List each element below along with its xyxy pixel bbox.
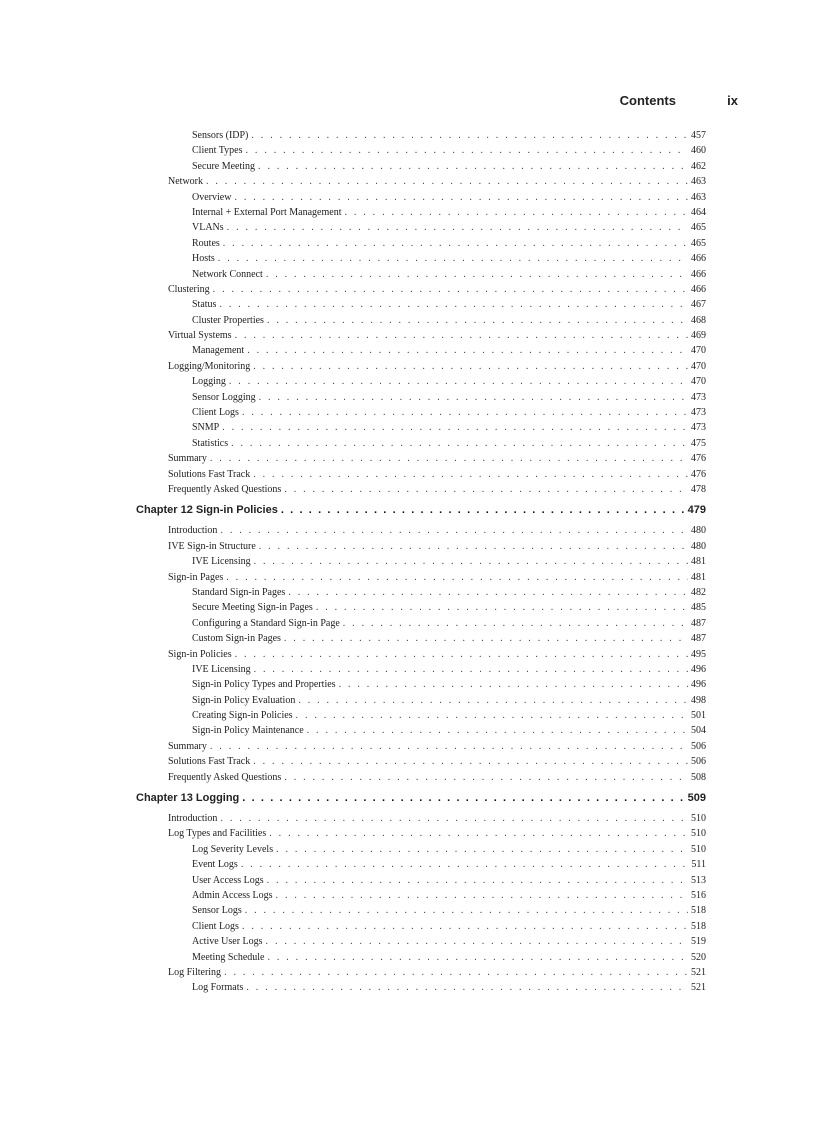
dot-leader [251,130,688,141]
toc-entry[interactable] [136,967,706,982]
dot-leader [253,469,688,480]
toc-entry-page: 496 [691,679,706,691]
dot-leader [253,361,688,372]
toc-entry-page: 473 [691,391,706,403]
dot-leader [316,602,688,613]
toc-entry-label: Active User Logs [192,936,263,948]
toc-entry-page: 457 [691,130,706,141]
dot-leader [247,345,688,356]
toc-entry-page: 496 [691,663,706,675]
toc-entry-page: 487 [691,617,706,629]
toc-entry-label: Cluster Properties [192,314,264,326]
toc-entry[interactable] [136,345,706,360]
toc-entry-page: 521 [691,982,706,994]
dot-leader [246,982,688,993]
toc-entry-page: 518 [691,905,706,917]
toc-entry[interactable] [136,484,706,499]
toc-entry[interactable] [136,525,706,540]
toc-entry-page: 516 [691,889,706,901]
toc-entry-label: Chapter 12 Sign-in Policies [136,504,278,517]
toc-entry-label: IVE Licensing [192,556,251,568]
dot-leader [266,269,688,280]
toc-entry-page: 468 [691,314,706,326]
dot-leader [344,207,688,218]
toc-entry-page: 480 [691,540,706,552]
dot-leader [288,587,688,598]
dot-leader [281,504,685,516]
toc-entry[interactable] [136,844,706,859]
toc-entry-page: 478 [691,483,706,495]
toc-entry-page: 510 [691,813,706,825]
dot-leader [242,407,688,418]
toc-entry[interactable] [136,890,706,905]
dot-leader [298,695,688,706]
toc-entry-page: 495 [691,648,706,660]
toc-entry-page: 511 [691,859,706,871]
toc-entry[interactable] [136,587,706,602]
toc-entry-label: Summary [168,740,207,752]
toc-entry-label: Logging/Monitoring [168,360,251,372]
toc-entry-page: 466 [691,253,706,265]
toc-chapter-entry[interactable] [136,504,706,520]
toc-entry-label: SNMP [192,422,220,434]
dot-leader [284,772,688,783]
dot-leader [223,238,688,249]
toc-entry[interactable] [136,828,706,843]
toc-entry-label: Admin Access Logs [192,889,273,901]
toc-entry-page: 463 [691,191,706,203]
toc-entry-label: Summary [168,453,207,465]
toc-entry-page: 506 [691,756,706,768]
toc-entry[interactable] [136,982,706,997]
dot-leader [210,453,688,464]
toc-entry-page: 509 [687,792,706,805]
toc-entry[interactable] [136,192,706,207]
toc-entry-page: 510 [691,828,706,840]
toc-entry[interactable] [136,618,706,633]
dot-leader [234,192,688,203]
toc-entry-label: Frequently Asked Questions [168,483,282,495]
toc-entry-label: Sign-in Policy Maintenance [192,725,304,737]
toc-entry-label: Solutions Fast Track [168,468,251,480]
toc-entry-page: 521 [691,966,706,978]
dot-leader [220,813,688,824]
toc-entry-label: Creating Sign-in Policies [192,710,293,722]
toc-entry-page: 504 [691,725,706,737]
toc-entry-label: Network Connect [192,268,263,280]
toc-entry-label: Client Logs [192,407,239,419]
toc-entry-page: 506 [691,740,706,752]
dot-leader [296,710,688,721]
dot-leader [220,525,688,536]
toc-entry-page: 481 [691,571,706,583]
toc-entry-label: Client Types [192,145,243,157]
toc-entry[interactable] [136,905,706,920]
toc-entry-page: 470 [691,360,706,372]
dot-leader [267,952,688,963]
toc-entry[interactable] [136,269,706,284]
toc-entry[interactable] [136,222,706,237]
toc-entry-page: 485 [691,602,706,614]
toc-entry[interactable] [136,859,706,874]
toc-entry-page: 466 [691,283,706,295]
toc-entry[interactable] [136,921,706,936]
toc-entry-page: 476 [691,453,706,465]
toc-entry-page: 481 [691,556,706,568]
toc-entry-page: 510 [691,843,706,855]
toc-entry[interactable] [136,238,706,253]
toc-entry-label: Sign-in Pages [168,571,224,583]
toc-entry-label: IVE Sign-in Structure [168,540,256,552]
toc-entry-label: Virtual Systems [168,330,232,342]
toc-entry-page: 470 [691,376,706,388]
toc-entry-page: 465 [691,237,706,249]
toc-entry-label: Overview [192,191,232,203]
dot-leader [276,890,688,901]
toc-entry-label: Status [192,299,217,311]
dot-leader [229,376,688,387]
toc-entry[interactable] [136,772,706,787]
dot-leader [254,664,688,675]
toc-entry-label: Sensor Logging [192,391,256,403]
running-header [0,93,816,113]
toc-entry-label: Solutions Fast Track [168,756,251,768]
toc-entry-label: Configuring a Standard Sign-in Page [192,617,340,629]
toc-entry-label: Meeting Schedule [192,951,265,963]
dot-leader [254,556,688,567]
toc-entry-label: Hosts [192,253,215,265]
toc-entry-page: 473 [691,407,706,419]
dot-leader [253,756,688,767]
toc-entry-label: Secure Meeting Sign-in Pages [192,602,313,614]
dot-leader [226,572,688,583]
toc-entry[interactable] [136,649,706,664]
dot-leader [235,330,688,341]
toc-entry-page: 520 [691,951,706,963]
dot-leader [269,828,688,839]
toc-entry[interactable] [136,284,706,299]
dot-leader [246,145,688,156]
dot-leader [206,176,688,187]
toc-entry-label: Statistics [192,437,229,449]
dot-leader [307,725,688,736]
toc-entry[interactable] [136,207,706,222]
toc-entry-label: Introduction [168,813,218,825]
dot-leader [231,438,688,449]
toc-entry-label: Management [192,345,245,357]
toc-entry[interactable] [136,710,706,725]
toc-entry-page: 467 [691,299,706,311]
toc-entry-label: Introduction [168,525,218,537]
page-number: ix [727,93,738,108]
toc-entry-label: Frequently Asked Questions [168,771,282,783]
toc-entry-label: Sign-in Policy Evaluation [192,694,296,706]
toc-entry-label: Sensor Logs [192,905,242,917]
table-of-contents [136,130,706,998]
toc-entry-label: Log Severity Levels [192,843,274,855]
toc-entry-page: 476 [691,468,706,480]
dot-leader [227,222,688,233]
toc-entry-page: 508 [691,771,706,783]
toc-entry-label: Client Logs [192,920,239,932]
toc-entry-page: 465 [691,222,706,234]
toc-entry[interactable] [136,541,706,556]
toc-entry[interactable] [136,453,706,468]
toc-entry-page: 473 [691,422,706,434]
toc-entry-page: 487 [691,633,706,645]
toc-entry[interactable] [136,602,706,617]
toc-entry-label: Sign-in Policy Types and Properties [192,679,336,691]
toc-entry-label: Routes [192,237,220,249]
toc-entry-page: 469 [691,330,706,342]
toc-entry[interactable] [136,422,706,437]
toc-entry-label: Log Filtering [168,966,222,978]
toc-entry[interactable] [136,756,706,771]
dot-leader [276,844,688,855]
toc-entry[interactable] [136,376,706,391]
dot-leader [259,392,688,403]
toc-entry-label: Event Logs [192,859,238,871]
toc-entry-page: 466 [691,268,706,280]
dot-leader [343,618,688,629]
dot-leader [267,875,688,886]
toc-entry-page: 470 [691,345,706,357]
toc-entry-page: 482 [691,586,706,598]
toc-entry[interactable] [136,664,706,679]
toc-entry[interactable] [136,161,706,176]
dot-leader [242,792,684,804]
toc-entry-label: Standard Sign-in Pages [192,586,286,598]
toc-entry-label: Internal + External Port Management [192,206,342,218]
toc-entry-page: 475 [691,437,706,449]
toc-entry-page: 464 [691,206,706,218]
dot-leader [284,484,688,495]
dot-leader [241,859,689,870]
toc-entry[interactable] [136,176,706,191]
dot-leader [266,936,688,947]
toc-entry-page: 519 [691,936,706,948]
toc-entry-page: 460 [691,145,706,157]
toc-entry-page: 518 [691,920,706,932]
dot-leader [259,541,688,552]
dot-leader [224,967,688,978]
dot-leader [242,921,688,932]
toc-entry-label: Network [168,176,203,188]
dot-leader [218,253,688,264]
toc-entry-label: VLANs [192,222,224,234]
toc-entry[interactable] [136,813,706,828]
toc-entry[interactable] [136,633,706,648]
toc-entry-label: Clustering [168,283,210,295]
toc-entry-page: 501 [691,710,706,722]
toc-entry[interactable] [136,438,706,453]
dot-leader [222,422,688,433]
dot-leader [258,161,688,172]
dot-leader [210,741,688,752]
toc-entry-label: User Access Logs [192,874,264,886]
toc-entry[interactable] [136,741,706,756]
toc-entry[interactable] [136,952,706,967]
toc-entry-label: Chapter 13 Logging [136,792,240,805]
dot-leader [267,315,688,326]
toc-entry-label: Log Formats [192,982,244,994]
toc-entry-page: 463 [691,176,706,188]
toc-entry-label: Log Types and Facilities [168,828,267,840]
toc-entry[interactable] [136,556,706,571]
dot-leader [339,679,688,690]
toc-entry-page: 462 [691,160,706,172]
dot-leader [284,633,688,644]
toc-entry[interactable] [136,407,706,422]
toc-entry-label: Custom Sign-in Pages [192,633,281,645]
toc-entry-label: IVE Licensing [192,663,251,675]
toc-entry-page: 480 [691,525,706,537]
toc-entry[interactable] [136,936,706,951]
toc-entry[interactable] [136,145,706,160]
toc-entry-label: Logging [192,376,226,388]
toc-entry[interactable] [136,695,706,710]
toc-entry-label: Sign-in Policies [168,648,232,660]
toc-entry-page: 479 [687,504,706,517]
dot-leader [219,299,688,310]
toc-entry[interactable] [136,330,706,345]
toc-entry[interactable] [136,315,706,330]
toc-entry-label: Sensors (IDP) [192,130,249,141]
dot-leader [213,284,688,295]
toc-entry[interactable] [136,725,706,740]
toc-entry[interactable] [136,361,706,376]
toc-entry-page: 513 [691,874,706,886]
toc-entry[interactable] [136,572,706,587]
toc-entry[interactable] [136,130,706,145]
dot-leader [235,649,688,660]
toc-chapter-entry[interactable] [136,792,706,808]
toc-entry[interactable] [136,299,706,314]
dot-leader [245,905,688,916]
toc-entry-page: 498 [691,694,706,706]
toc-entry-label: Secure Meeting [192,160,256,172]
toc-entry[interactable] [136,875,706,890]
toc-entry[interactable] [136,253,706,268]
toc-entry[interactable] [136,392,706,407]
toc-entry[interactable] [136,469,706,484]
running-header-title: Contents [619,93,676,108]
toc-entry[interactable] [136,679,706,694]
